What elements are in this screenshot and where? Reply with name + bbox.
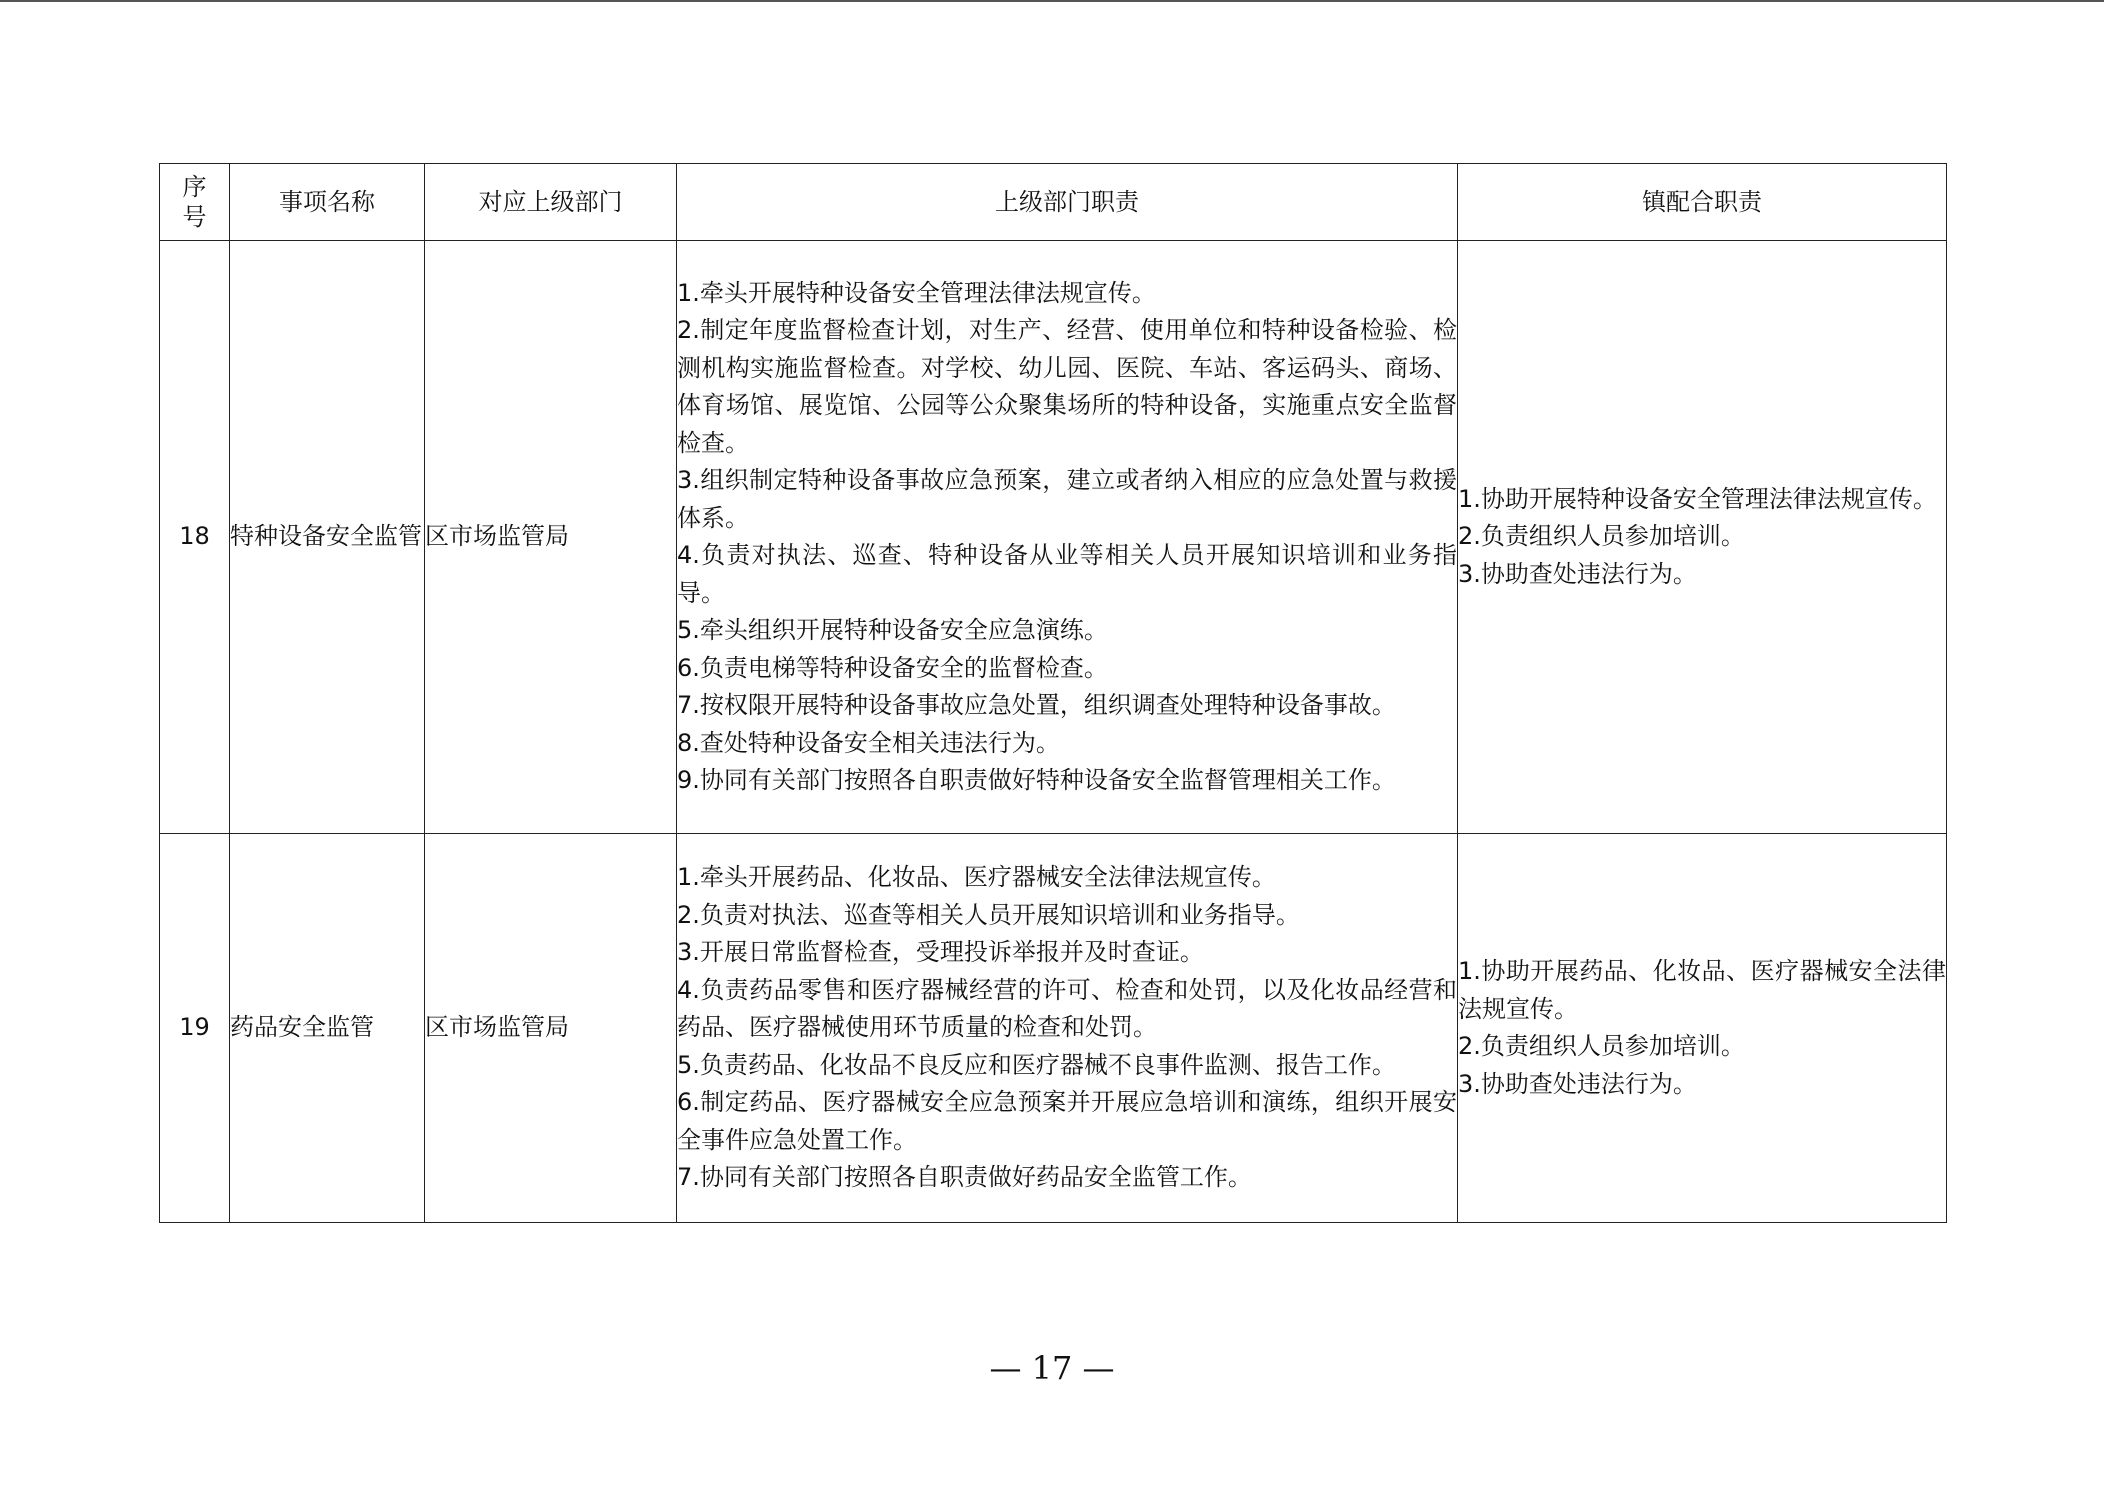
duty-item: 4.负责药品零售和医疗器械经营的许可、检查和处罚，以及化妆品经营和药品、医疗器械使用环节质量的检查和处罚。 (677, 975, 1457, 1042)
duty-item: 7.按权限开展特种设备事故应急处置，组织调查处理特种设备事故。 (677, 691, 1396, 719)
header-item-name: 事项名称 (230, 164, 425, 241)
duty-item: 2.制定年度监督检查计划，对生产、经营、使用单位和特种设备检验、检测机构实施监督检查。对学校、幼儿园、医院、车站、客运码头、商场、体育场馆、展览馆、公园等公众聚集场所的特种设备，实施重点安全监督检查。 (677, 316, 1457, 457)
duty-table (159, 163, 1947, 1223)
row-serial-number: 18 (160, 241, 230, 834)
duty-item: 2.负责对执法、巡查等相关人员开展知识培训和业务指导。 (677, 900, 1300, 929)
row-serial-number: 19 (160, 834, 230, 1223)
table-row (160, 834, 1947, 1223)
duty-item: 7.协同有关部门按照各自职责做好药品安全监管工作。 (677, 1163, 1252, 1192)
header-upper-duties: 上级部门职责 (677, 164, 1458, 241)
duty-item: 6.制定药品、医疗器械安全应急预案并开展应急培训和演练，组织开展安全事件应急处置工作。 (677, 1088, 1457, 1154)
header-upper-department: 对应上级部门 (425, 164, 677, 241)
row-town-duties (1458, 834, 1947, 1223)
duty-item: 1.牵头开展药品、化妆品、医疗器械安全法律法规宣传。 (677, 863, 1276, 892)
duty-item: 3.组织制定特种设备事故应急预案，建立或者纳入相应的应急处置与救援体系。 (677, 466, 1457, 532)
row-upper-department: 区市场监管局 (425, 834, 677, 1223)
row-item-name: 药品安全监管 (230, 834, 425, 1223)
header-serial-number: 序号 (160, 164, 230, 241)
duty-item: 8.查处特种设备安全相关违法行为。 (677, 728, 1060, 757)
duty-item: 1.协助开展药品、化妆品、医疗器械安全法律法规宣传。 (1458, 957, 1946, 1023)
duty-item: 3.开展日常监督检查，受理投诉举报并及时查证。 (677, 938, 1204, 967)
duty-item: 3.协助查处违法行为。 (1458, 1069, 1697, 1098)
row-upper-duties (677, 834, 1458, 1223)
table-row (160, 241, 1947, 834)
page-number: — 17 — (989, 1349, 1115, 1387)
row-upper-duties (677, 241, 1458, 834)
duty-item: 4.负责对执法、巡查、特种设备从业等相关人员开展知识培训和业务指导。 (677, 541, 1457, 607)
duty-item: 6.负责电梯等特种设备安全的监督检查。 (677, 653, 1108, 682)
duty-item: 5.负责药品、化妆品不良反应和医疗器械不良事件监测、报告工作。 (677, 1050, 1396, 1079)
duty-item: 1.协助开展特种设备安全管理法律法规宣传。 (1458, 484, 1937, 513)
row-town-duties (1458, 241, 1947, 834)
duty-item: 2.负责组织人员参加培训。 (1458, 1032, 1745, 1060)
duty-item: 5.牵头组织开展特种设备安全应急演练。 (677, 616, 1108, 644)
top-border-line (0, 0, 2104, 2)
row-item-name: 特种设备安全监管 (230, 241, 425, 834)
table-header-row (160, 164, 1947, 241)
duty-item: 3.协助查处违法行为。 (1458, 559, 1697, 588)
duty-item: 9.协同有关部门按照各自职责做好特种设备安全监督管理相关工作。 (677, 766, 1396, 794)
duty-item: 1.牵头开展特种设备安全管理法律法规宣传。 (677, 278, 1156, 307)
header-town-duties: 镇配合职责 (1458, 164, 1947, 241)
duty-item: 2.负责组织人员参加培训。 (1458, 522, 1745, 551)
row-upper-department: 区市场监管局 (425, 241, 677, 834)
